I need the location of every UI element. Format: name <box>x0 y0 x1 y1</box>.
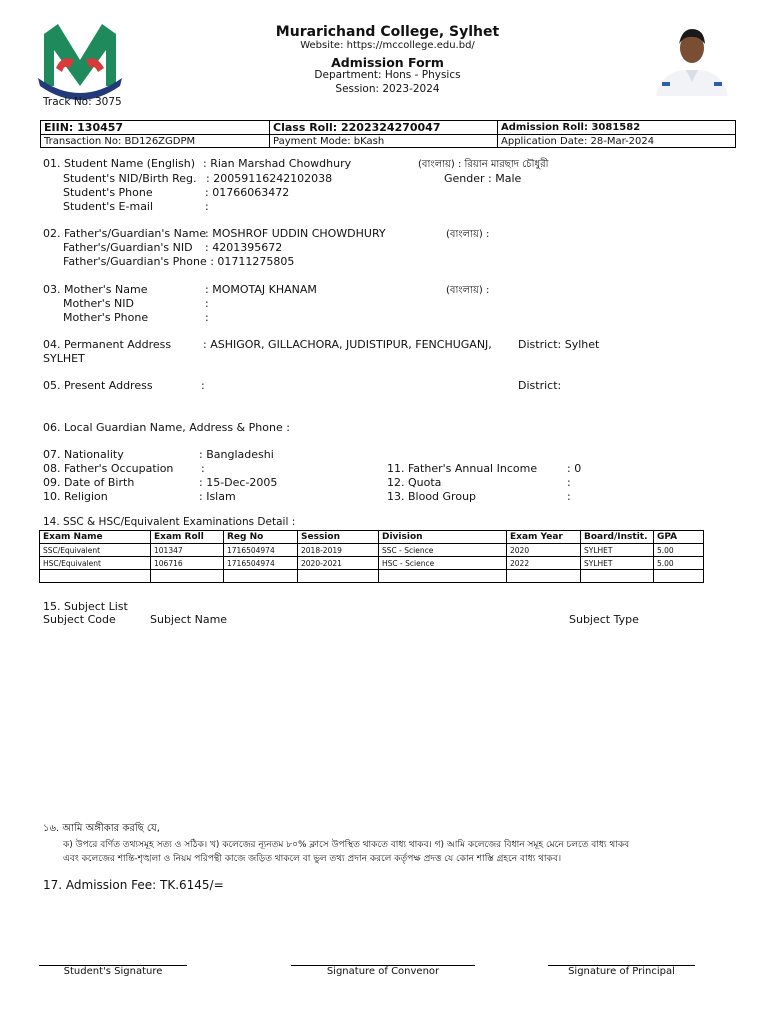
student-signature-label: Student's Signature <box>63 966 163 977</box>
college-name: Murarichand College, Sylhet <box>275 24 500 40</box>
exam-cell: 2022 <box>507 557 581 570</box>
student-phone: : 01766063472 <box>205 186 290 199</box>
exam-header-cell: Exam Name <box>40 531 151 544</box>
session: Session: 2023-2024 <box>335 83 440 95</box>
mother-nid-label: Mother's NID <box>63 297 134 310</box>
table-row <box>40 570 704 583</box>
exam-cell: HSC/Equivalent <box>40 557 151 570</box>
permanent-district: District: Sylhet <box>518 338 600 351</box>
father-occupation: : <box>201 462 205 475</box>
present-district: District: <box>518 379 562 392</box>
exam-cell: 2020 <box>507 544 581 557</box>
exam-cell <box>581 570 654 583</box>
quota-label: 12. Quota <box>387 476 442 489</box>
permanent-address: : ASHIGOR, GILLACHORA, JUDISTIPUR, FENCHUGANJ, <box>203 338 492 351</box>
info-table <box>40 120 736 148</box>
exam-header-cell: Exam Year <box>507 531 581 544</box>
declaration-line-1: ক) উপরে বর্ণিত তথ্যসমূহ সত্য ও সঠিক। খ) কলেজের ন্যূনতম ৮০% ক্লাসে উপস্থিত থাকতে বাধ্য থাকব। গ) আমি কলেজের বিধান সমূহ মেনে চলতে বাধ্য থাকব <box>63 840 630 850</box>
principal-signature-label: Signature of Principal <box>568 966 675 977</box>
student-email: : <box>205 200 209 213</box>
exam-cell: SYLHET <box>581 544 654 557</box>
father-nid: : 4201395672 <box>205 241 283 254</box>
exam-cell <box>379 570 507 583</box>
father-phone: Father's/Guardian's Phone : 01711275805 <box>63 255 295 268</box>
exam-cell: 5.00 <box>654 544 704 557</box>
subject-code-header: Subject Code <box>43 613 116 626</box>
subject-list-title: 15. Subject List <box>43 600 128 613</box>
father-occupation-label: 08. Father's Occupation <box>43 462 174 475</box>
table-row <box>40 544 704 557</box>
exam-cell: 101347 <box>151 544 224 557</box>
mother-name: : MOMOTAJ KHANAM <box>205 283 317 296</box>
college-website: Website: https://mccollege.edu.bd/ <box>300 40 475 51</box>
father-nid-label: Father's/Guardian's NID <box>63 241 193 254</box>
table-row <box>40 557 704 570</box>
present-address-label: 05. Present Address <box>43 379 153 392</box>
convenor-signature-label: Signature of Convenor <box>326 966 440 977</box>
exam-header-cell: Exam Roll <box>151 531 224 544</box>
student-email-label: Student's E-mail <box>63 200 154 213</box>
declaration-title: ১৬. আমি অঙ্গীকার করছি যে, <box>43 823 160 834</box>
nationality: : Bangladeshi <box>199 448 274 461</box>
present-address: : <box>201 379 205 392</box>
father-name: : MOSHROF UDDIN CHOWDHURY <box>205 227 386 240</box>
exam-cell: SYLHET <box>581 557 654 570</box>
father-name-label: 02. Father's/Guardian's Name <box>43 227 207 240</box>
gender: Gender : Male <box>444 172 522 185</box>
mother-phone: : <box>205 311 209 324</box>
exam-cell <box>298 570 379 583</box>
student-name: : Rian Marshad Chowdhury <box>203 157 352 170</box>
student-name-bangla: (বাংলায়) : রিয়ান মারছাদ চৌধুরী <box>418 159 549 170</box>
father-name-bangla: (বাংলায়) : <box>446 229 490 240</box>
student-name-label: 01. Student Name (English) <box>43 157 196 170</box>
nationality-label: 07. Nationality <box>43 448 124 461</box>
permanent-address-cont: SYLHET <box>43 352 85 365</box>
student-phone-label: Student's Phone <box>63 186 153 199</box>
exam-cell: 1716504974 <box>224 557 298 570</box>
exam-detail-title: 14. SSC & HSC/Equivalent Examinations Detail : <box>43 516 296 528</box>
annual-income: : 0 <box>567 462 582 475</box>
exam-cell: HSC - Science <box>379 557 507 570</box>
exam-cell: SSC/Equivalent <box>40 544 151 557</box>
blood-group-label: 13. Blood Group <box>387 490 477 503</box>
exam-header-cell: Session <box>298 531 379 544</box>
subject-name-header: Subject Name <box>150 613 228 626</box>
exam-cell: 2018-2019 <box>298 544 379 557</box>
exam-table <box>39 530 704 583</box>
exam-cell: 2020-2021 <box>298 557 379 570</box>
student-nid-label: Student's NID/Birth Reg. <box>63 172 197 185</box>
exam-cell: 106716 <box>151 557 224 570</box>
exam-cell <box>507 570 581 583</box>
form-title: Admission Form <box>331 55 444 70</box>
exam-header-cell: GPA <box>654 531 704 544</box>
subject-type-header: Subject Type <box>569 613 639 626</box>
exam-cell: 1716504974 <box>224 544 298 557</box>
payment-mode: Payment Mode: bKash <box>270 135 498 148</box>
declaration-line-2: এবং কলেজের শান্তি-শৃঙ্খলা ও নিয়ম পরিপন্থী কাজে জড়িত থাকলে বা ভুল তথ্য প্রদান করলে কর্তৃপক্ষ প্রদত্ত যে কোন শাস্তি গ্রহনে বাধ্য থাকব। <box>63 854 562 864</box>
annual-income-label: 11. Father's Annual Income <box>387 462 538 475</box>
blood-group: : <box>567 490 571 503</box>
exam-cell: SSC - Science <box>379 544 507 557</box>
quota: : <box>567 476 571 489</box>
transaction-number: Transaction No: BD126ZGDPM <box>41 135 270 148</box>
eiin: EIIN: 130457 <box>41 121 270 135</box>
exam-header-cell: Board/Instit. <box>581 531 654 544</box>
permanent-address-label: 04. Permanent Address <box>43 338 172 351</box>
exam-cell <box>151 570 224 583</box>
dob-label: 09. Date of Birth <box>43 476 135 489</box>
exam-cell: 5.00 <box>654 557 704 570</box>
local-guardian-label: 06. Local Guardian Name, Address & Phone : <box>43 421 290 434</box>
department: Department: Hons - Physics <box>314 69 461 81</box>
mother-phone-label: Mother's Phone <box>63 311 149 324</box>
class-roll: Class Roll: 2202324270047 <box>270 121 498 135</box>
mother-name-label: 03. Mother's Name <box>43 283 148 296</box>
exam-cell <box>654 570 704 583</box>
date-of-birth: : 15-Dec-2005 <box>199 476 278 489</box>
student-nid: : 20059116242102038 <box>206 172 333 185</box>
application-date: Application Date: 28-Mar-2024 <box>498 135 736 148</box>
religion: : Islam <box>199 490 236 503</box>
mother-name-bangla: (বাংলায়) : <box>446 285 490 296</box>
exam-header-cell: Reg No <box>224 531 298 544</box>
mother-nid: : <box>205 297 209 310</box>
admission-roll: Admission Roll: 3081582 <box>498 121 736 135</box>
exam-cell <box>224 570 298 583</box>
religion-label: 10. Religion <box>43 490 108 503</box>
track-number: Track No: 3075 <box>43 96 122 108</box>
exam-cell <box>40 570 151 583</box>
admission-fee: 17. Admission Fee: TK.6145/= <box>43 878 224 892</box>
exam-header-cell: Division <box>379 531 507 544</box>
